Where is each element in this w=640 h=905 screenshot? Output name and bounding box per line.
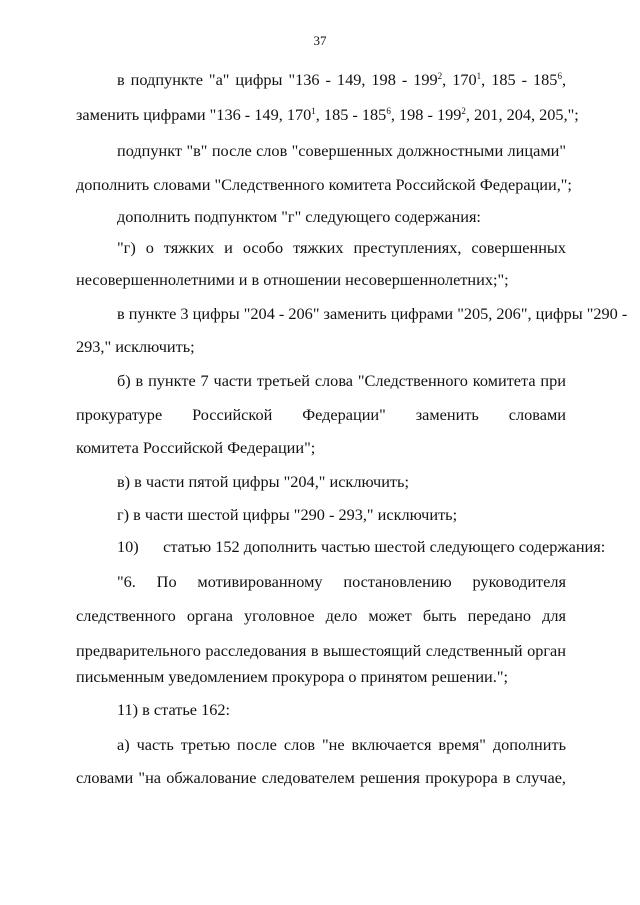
text-line	[76, 105, 579, 125]
text-line	[76, 606, 566, 626]
text-segment: "г) о тяжких и особо тяжких преступлениях, совершенных	[117, 238, 566, 257]
text-line	[76, 175, 572, 195]
page-number: 37	[313, 33, 327, 48]
superscript: 2	[461, 106, 466, 116]
text-segment: заменить цифрами "136 - 149, 170	[76, 105, 312, 124]
text-line	[117, 371, 566, 391]
text-segment: , 170	[442, 70, 477, 89]
text-segment: "6. По мотивированному постановлению руководителя	[117, 572, 566, 591]
text-segment: следственного органа уголовное дело может быть передано для	[76, 606, 566, 625]
text-segment: 293," исключить;	[76, 337, 195, 356]
text-line	[117, 572, 566, 592]
text-line	[76, 405, 566, 425]
text-segment: несовершеннолетними и в отношении несовершеннолетних;";	[76, 270, 509, 289]
text-line	[117, 537, 605, 557]
text-segment: а) часть третью после слов "не включается время" дополнить	[117, 735, 566, 754]
text-line	[117, 207, 481, 227]
superscript: 6	[386, 106, 391, 116]
text-line	[117, 141, 566, 161]
text-segment: 10) статью 152 дополнить частью шестой следующего содержания:	[117, 537, 606, 556]
text-segment: комитета Российской Федерации";	[76, 438, 316, 457]
text-line	[76, 768, 566, 788]
text-line	[117, 505, 457, 525]
text-segment: г) в части шестой цифры "290 - 293," исключить;	[117, 505, 458, 524]
text-segment: в пункте 3 цифры "204 - 206" заменить цифрами "205, 206", цифры "290 -	[117, 304, 628, 323]
text-line	[117, 735, 566, 755]
text-line	[117, 304, 627, 324]
superscript: 6	[557, 71, 562, 81]
text-segment: 11) в статье 162:	[117, 700, 231, 719]
superscript: 1	[311, 106, 316, 116]
text-segment: дополнить подпунктом "г" следующего содержания:	[117, 207, 481, 226]
text-line	[76, 667, 508, 687]
text-line	[76, 337, 195, 357]
text-segment: в подпункте "а" цифры "136 - 149, 198 - 199	[117, 70, 438, 89]
text-line	[117, 700, 230, 720]
text-line	[76, 641, 566, 661]
text-segment: подпункт "в" после слов "совершенных должностными лицами"	[117, 141, 566, 160]
text-line	[117, 238, 566, 258]
text-line	[76, 438, 315, 458]
text-segment: , 185 - 185	[481, 70, 558, 89]
text-segment: предварительного расследования в вышестоящий следственный орган	[76, 641, 566, 660]
text-line	[117, 472, 409, 492]
text-segment: письменным уведомлением прокурора о принятом решении.";	[76, 667, 509, 686]
text-segment: ,	[561, 70, 566, 89]
text-segment: в) в части пятой цифры "204," исключить;	[117, 472, 409, 491]
text-segment: прокуратуре Российской Федерации" заменить словами	[76, 405, 566, 424]
text-segment: , 185 - 185	[315, 105, 387, 124]
text-line	[117, 70, 566, 90]
superscript: 1	[476, 71, 482, 81]
text-segment: , 201, 204, 205,";	[465, 105, 579, 124]
text-segment: словами "на обжалование следователем решения прокурора в случае,	[76, 768, 566, 787]
text-line	[76, 270, 509, 290]
text-segment: , 198 - 199	[390, 105, 462, 124]
text-segment: б) в пункте 7 части третьей слова "Следственного комитета при	[117, 371, 566, 390]
text-segment: дополнить словами "Следственного комитета Российской Федерации,";	[76, 175, 572, 194]
superscript: 2	[437, 71, 443, 81]
